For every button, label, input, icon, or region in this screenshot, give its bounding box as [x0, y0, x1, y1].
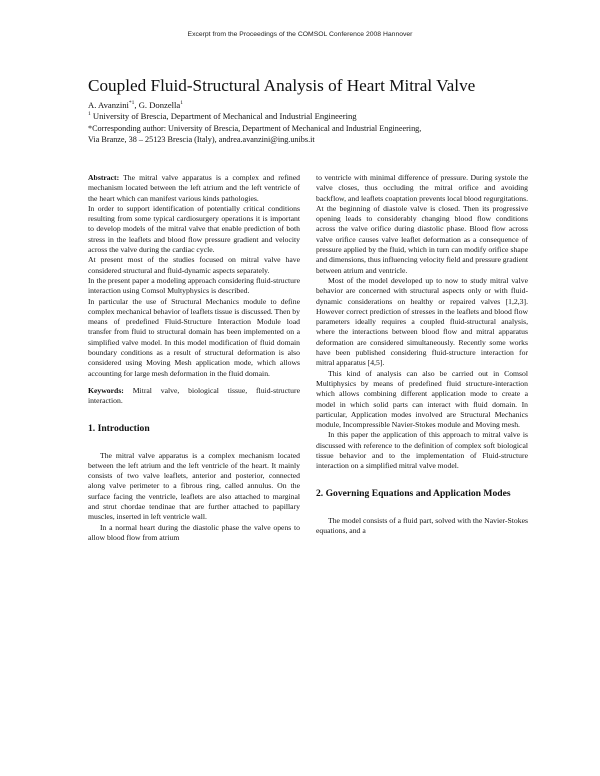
- intro-p5: In this paper the application of this approach to mitral valve is discussed with reference to the definition of complex soft biological tissue behavior and to the implementation of Fluid-structure interaction on a simplified mitral valve model.: [316, 430, 528, 471]
- keywords-label: Keywords:: [88, 385, 124, 395]
- abstract-label: Abstract:: [88, 173, 120, 182]
- author-line: [88, 100, 558, 111]
- intro-p4: This kind of analysis can also be carried out in Comsol Multiphysics by means of predefined fluid structure-interaction which allows combining different application mode to create a model in which solid parts can interact with fluid domain. In particular, Application modes involved are Structural Mechanics module, Incompressible Navier-Stokes module and Moving mesh.: [316, 368, 528, 430]
- paper-title: Coupled Fluid-Structural Analysis of Heart Mitral Valve: [88, 76, 476, 95]
- section-1-heading: 1. Introduction: [88, 422, 150, 434]
- running-header: Excerpt from the Proceedings of the COMSOL Conference 2008 Hannover: [187, 31, 413, 38]
- section-2-p1: The model consists of a fluid part, solved with the Navier-Stokes equations, and a: [316, 515, 528, 535]
- left-column: [88, 173, 300, 543]
- corresponding-line-1: *Corresponding author: University of Brescia, Department of Mechanical and Industrial Engineering,: [88, 124, 422, 133]
- abstract-p5: In particular the use of Structural Mechanics module to define complex mechanical behavior of leaflets tissue is discussed. Then by means of predefined Fluid-Structure Interaction Module load transfer from fluid to structural domain has been implemented on a simplified valve model. In this model modification of fluid domain boundary conditions as a result of structural deformation is also considered using Moving Mesh application mode, which allows accounting for large mesh deformation in the fluid domain.: [88, 296, 300, 378]
- author-2: , G. Donzella: [134, 100, 181, 110]
- abstract-p1-text: The mitral valve apparatus is a complex and refined mechanism located between the left atrium and the left ventricle of the heart which can manifest various kinds pathologies.: [88, 173, 300, 203]
- affiliation-mark: 1: [88, 111, 91, 118]
- affiliation-text: University of Brescia, Department of Mechanical and Industrial Engineering: [90, 111, 357, 121]
- abstract-p2: In order to support identification of potentially critical conditions resulting from some typical cardiosurgery operations it is important to develop models of the mitral valve that enable prediction of both stress in the leaflets and blood flow pressure gradient and velocity across the valve during the cardiac cycle.: [88, 203, 300, 255]
- author-1-mark: *1: [128, 100, 135, 107]
- right-column: [316, 173, 528, 536]
- affiliation-line: [88, 111, 558, 122]
- author-2-mark: 1: [180, 100, 183, 107]
- keywords: [88, 386, 300, 407]
- intro-p1: The mitral valve apparatus is a complex mechanism located between the left atrium and the left ventricle of the heart. It mainly consists of two valve leaflets, anterior and posterior, connected along valve perimeter to a fibrous ring, called annulus. On the surface facing the ventricle, leaflets are also attached to marginal and strut chordae tendinae that are further attached to papillary muscles, inserted in left ventricle wall.: [88, 450, 300, 522]
- intro-p3: Most of the model developed up to now to study mitral valve behavior are concerned with structural aspects only or with fluid-dynamic considerations on healthy or repaired valves [1,2,3]. However correct prediction of stresses in the leaflets and blood flow parameters ideally requires a coupled fluid-structural analysis, where the interactions between blood flow and mitral apparatus deformation are considered simultaneously. Recently some works have been published considering fluid-structure interaction for mitral apparatus [4,5].: [316, 275, 528, 368]
- abstract-p4: In the present paper a modeling approach considering fluid-structure interaction using Comsol Multyphysics is described.: [88, 275, 300, 296]
- author-1: A. Avanzini: [88, 100, 129, 110]
- intro-p2-continued: to ventricle with minimal difference of pressure. During systole the valve closes, thus occluding the mitral orifice and avoiding backflow, and leaflets coaptation prevents local blood regurgitations. At the beginning of diastole valve is closed. Then its progressive opening leads to considerably changing blood flow conditions across the valve orifice during diastolic phase. Blood flow across valve orifice causes valve leaflet deformation as a consequence of pressure applied by the fluid, which in turn can modify orifice shape and dimensions, thus influencing velocity field and pressure gradient between atrium and ventricle.: [316, 173, 528, 275]
- corresponding-line-2: Via Branze, 38 – 25123 Brescia (Italy), andrea.avanzini@ing.unibs.it: [88, 135, 315, 144]
- abstract-p3: At present most of the studies focused on mitral valve have considered structural and fluid-dynamic aspects separately.: [88, 255, 300, 275]
- intro-p2: In a normal heart during the diastolic phase the valve opens to allow blood flow from atrium: [88, 522, 300, 542]
- section-2-heading: 2. Governing Equations and Application Modes: [316, 487, 511, 499]
- abstract-p1: [88, 173, 300, 204]
- keywords-text: Mitral valve, biological tissue, fluid-structure interaction.: [88, 385, 300, 406]
